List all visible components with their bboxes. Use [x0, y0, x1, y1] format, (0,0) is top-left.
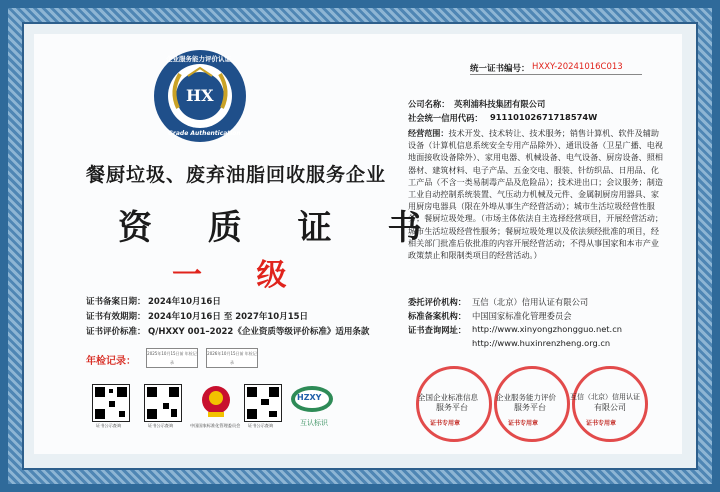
certificate-category: 餐厨垃圾、废弃油脂回收服务企业: [86, 164, 387, 186]
query-site-label: 证书查询网址：: [408, 325, 467, 335]
qr-code-icon[interactable]: [244, 384, 282, 422]
cert-no-label: 统一证书编号：: [470, 64, 530, 74]
seal-2-stamp: 证书专用章: [508, 420, 539, 427]
cert-no: HXXY-20241016C013: [532, 62, 623, 72]
standard-org-label: 标准备案机构：: [408, 311, 467, 321]
credit-code-label: 社会统一信用代码：: [408, 113, 483, 123]
business-scope: [408, 127, 666, 261]
eval-standard: Q/HXXY 001–2022《企业资质等级评价标准》适用条款: [148, 327, 370, 337]
national-emblem-icon: [200, 384, 232, 420]
hzxy-logo-text: HZXY: [297, 393, 322, 402]
certificate-level: 一 级: [172, 258, 309, 293]
annual-label: 年检记录：: [86, 356, 136, 367]
annual-box-2025: 2025年10月15日前 年检记录: [146, 348, 198, 368]
seal-1-stamp: 证书专用章: [430, 420, 461, 427]
logo-ring-text: 企业服务能力评价认证: [166, 55, 231, 63]
record-date-label: 证书备案日期：: [86, 297, 146, 307]
seal-3-stamp: 证书专用章: [586, 420, 617, 427]
certificate-big-title: 资 质 证 书: [118, 208, 444, 248]
scope-text: 技术开发、技术转让、技术服务；销售计算机、软件及辅助设备（计算机信息系统安全专用产品除外）、通讯设备（卫星广播、电视地面接收设备除外）、家用电器、机械设备、电气设备、厨房设备、照相器材、建筑材料、电子产品、五金交电、服装、针纺织品、日用品、化工产品（不含一类易制毒产品及危险品）；技术进出口；会议服务；制造工业自动控制系统装置、气压动力机械及元件、金属制厨房用器具、家用厨房电器具（限在外埠从事生产经营活动）；城市生活垃圾经营性服务；餐厨垃圾处理。（市场主体依法自主选择经营项目，开展经营活动；城市生活垃圾经营性服务；餐厨垃圾处理以及依法须经批准的项目，经相关部门批准后依批准的内容开展经营活动；不得从事国家和本市产业政策禁止和限制类项目的经营活动。）: [408, 128, 663, 261]
annual-box-2026: 2026年10月15日前 年检记录: [206, 348, 258, 368]
company-label: 公司名称：: [408, 99, 450, 109]
query-site-1[interactable]: http://www.xinyongzhongguo.net.cn: [472, 324, 623, 334]
record-date: 2024年10月16日: [148, 297, 221, 307]
seal-2-line1: 企业服务能力评价: [496, 393, 556, 402]
qr-label-4: 证书公示查询: [248, 423, 274, 428]
query-site-2[interactable]: http://www.huxinrenzheng.org.cn: [472, 338, 611, 348]
qr-code-icon[interactable]: [144, 384, 182, 422]
seal-1-line2: 服务平台: [436, 403, 468, 412]
company-name: 英利浦科技集团有限公司: [454, 99, 546, 109]
seal-1-line1: 全国企业标准信息: [418, 393, 478, 402]
valid-period-label: 证书有效期期：: [86, 312, 146, 322]
divider: [470, 74, 642, 75]
seal-3-line2: 有限公司: [594, 403, 626, 412]
scope-label: 经营范围：: [408, 128, 449, 138]
eval-standard-label: 证书评价标准：: [86, 327, 146, 337]
qr-label-2: 证书公示查询: [148, 423, 174, 428]
seal-2-line2: 服务平台: [514, 403, 546, 412]
qr-label-5: 互认标识: [300, 419, 328, 427]
logo-center-text: HX: [186, 86, 214, 105]
qr-code-icon[interactable]: [92, 384, 130, 422]
credit-code: 91110102671718574W: [490, 112, 598, 122]
qr-label-1: 证书公示查询: [96, 423, 122, 428]
valid-period: 2024年10月16日 至 2027年10月15日: [148, 312, 309, 322]
qr-label-3: 中国国家标准化管理委员会: [190, 423, 241, 428]
logo-bottom-text: Grade Authentication: [168, 130, 241, 137]
seal-3-line1: 互信（北京）信用认证: [570, 393, 640, 401]
standard-org: 中国国家标准化管理委员会: [472, 311, 572, 321]
evaluator: 互信（北京）信用认证有限公司: [472, 297, 589, 307]
evaluator-label: 委托评价机构：: [408, 297, 467, 307]
